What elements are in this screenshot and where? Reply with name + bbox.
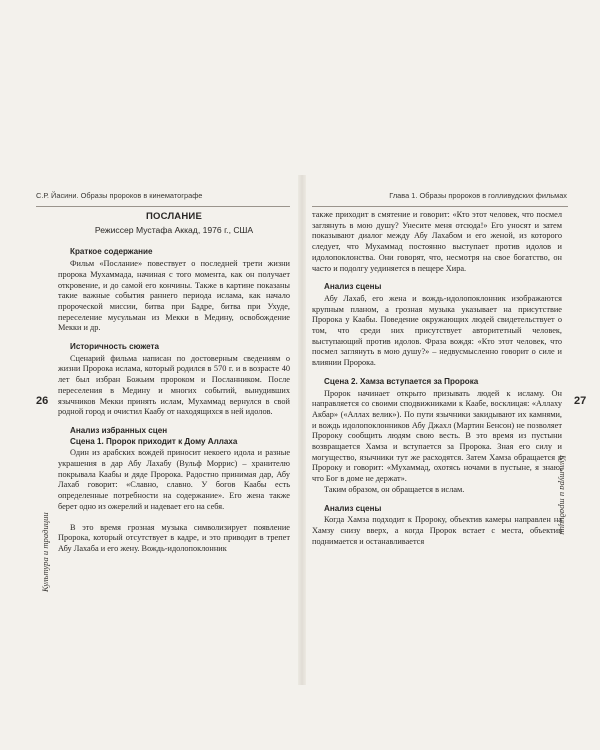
scene2-heading: Сцена 2. Хамза вступается за Пророка xyxy=(324,376,479,386)
film-title: ПОСЛАНИЕ xyxy=(146,211,202,222)
analysis1-heading: Анализ сцены xyxy=(324,282,382,292)
analysis-heading: Анализ избранных сцен xyxy=(70,425,168,435)
right-page-body xyxy=(312,210,562,547)
scene2-paragraph-2: Таким образом, он обращается в ислам. xyxy=(324,484,465,494)
history-heading: Историчность сюжета xyxy=(70,342,159,352)
right-header-rule xyxy=(312,206,568,207)
history-paragraph: Сценарий фильма написан по достоверным сведениям о жизни Пророка ислама, который родился в 570 г. и в возрасте 40 лет был избран Божьим пророком и Посланником. После переселения в Медину и многих событий, вынудивших язычников Мекки принять ислам, Мухаммад вернулся в свой родной город и очистил Каабу от находящихся в ней идолов. xyxy=(58,353,290,417)
left-page-number: 26 xyxy=(36,395,49,407)
continuation-paragraph: также приходит в смятение и говорит: «Кто этот человек, что посмел заглянуть в мою душу? Унесите меня отсюда!» Его уносят и затем показывают диалог между Абу Лахабом и его женой, из которого следует, что Мухаммад постоянно выступает против идолов и идолопоклонства. Они говорят, что, несмотря на свое богатство, он часто и подолгу уединяется в пещере Хира. xyxy=(312,210,562,273)
left-header-rule xyxy=(36,206,290,207)
right-page-number: 27 xyxy=(574,395,587,407)
summary-heading: Краткое содержание xyxy=(70,247,153,257)
left-side-label: Культура и традиции xyxy=(40,512,50,592)
scene2-paragraph: Пророк начинает открыто призывать людей к исламу. Он направляется со своими сподвижниками к Каабе, восклицая: «Аллаху Акбар» («Аллах велик»). По пути язычники закидывают их камнями, и вождь идолопоклонников Абу Джахл (Мартин Бенсон) не позволяет Пророку сообщить людям свою весть. В это время из пустыни возвращается Хамза и вступается за Пророка. Зная его силу и могущество, язычники тут же расходятся. Затем Хамза обращается к Пророку и говорит: «Мухаммад, охотясь ночами в пустыне, я знаю, что Бог в доме не держат». xyxy=(312,388,562,484)
scene1-heading: Сцена 1. Пророк приходит к Дому Аллаха xyxy=(70,436,238,446)
film-subtitle: Режиссер Мустафа Аккад, 1976 г., США xyxy=(94,224,254,235)
book-gutter xyxy=(298,175,306,685)
summary-paragraph: Фильм «Послание» повествует о последней трети жизни пророка Мухаммада, начиная с того момента, как он получает откровение, и до самой его кончины. Также в картине показаны такие важные события раннего периода ислама, как начало пророческой миссии, битва при Бадре, битва при Ухуде, переселение мусульман из Мекки в Медину, освобождение Мекки и др. xyxy=(58,259,290,333)
right-side-label: Культура и традиции xyxy=(558,455,568,535)
left-running-header: С.Р. Йасини. Образы пророков в кинематографе xyxy=(36,191,203,200)
scene1-paragraph: Один из арабских вождей приносит некоего идола и разные украшения в дар Абу Лахабу (Вульф Моррис) – хранителю покрывала Каабы и дяде Пророка. Радостно принимая дар, Абу Лахаб говорит: «Славно, славно. У богов Каабы есть определенные потребности на содержание». Его жена также берет одно из ожерелий и надевает его на себя. xyxy=(58,448,290,511)
analysis1-paragraph: Абу Лахаб, его жена и вождь-идолопоклонник изображаются крупным планом, а грозная музыка указывает на присутствие Пророка у Каабы. Поведение окружающих людей свидетельствует о том, что среди них присутствует авторитетный человек, выступающий против идолов. Фраза вождя: «Кто этот человек, что посмел заглянуть в мою душу?» – недвусмысленно говорит о силе и влиянии Пророка. xyxy=(312,293,562,368)
right-running-header: Глава 1. Образы пророков в голливудских фильмах xyxy=(389,191,567,200)
left-page-body xyxy=(58,210,290,555)
scene1-paragraph-2: В это время грозная музыка символизирует появление Пророка, который отсутствует в кадре, и это приводит в трепет Абу Лахаба и его жену. Вождь-идолопоклонник xyxy=(58,522,290,553)
analysis2-heading: Анализ сцены xyxy=(324,503,382,513)
analysis2-paragraph: Когда Хамза подходит к Пророку, объектив камеры направлен на Хамзу снизу вверх, а когда Пророк встает с места, объектив поднимается и останавливается xyxy=(312,515,562,546)
